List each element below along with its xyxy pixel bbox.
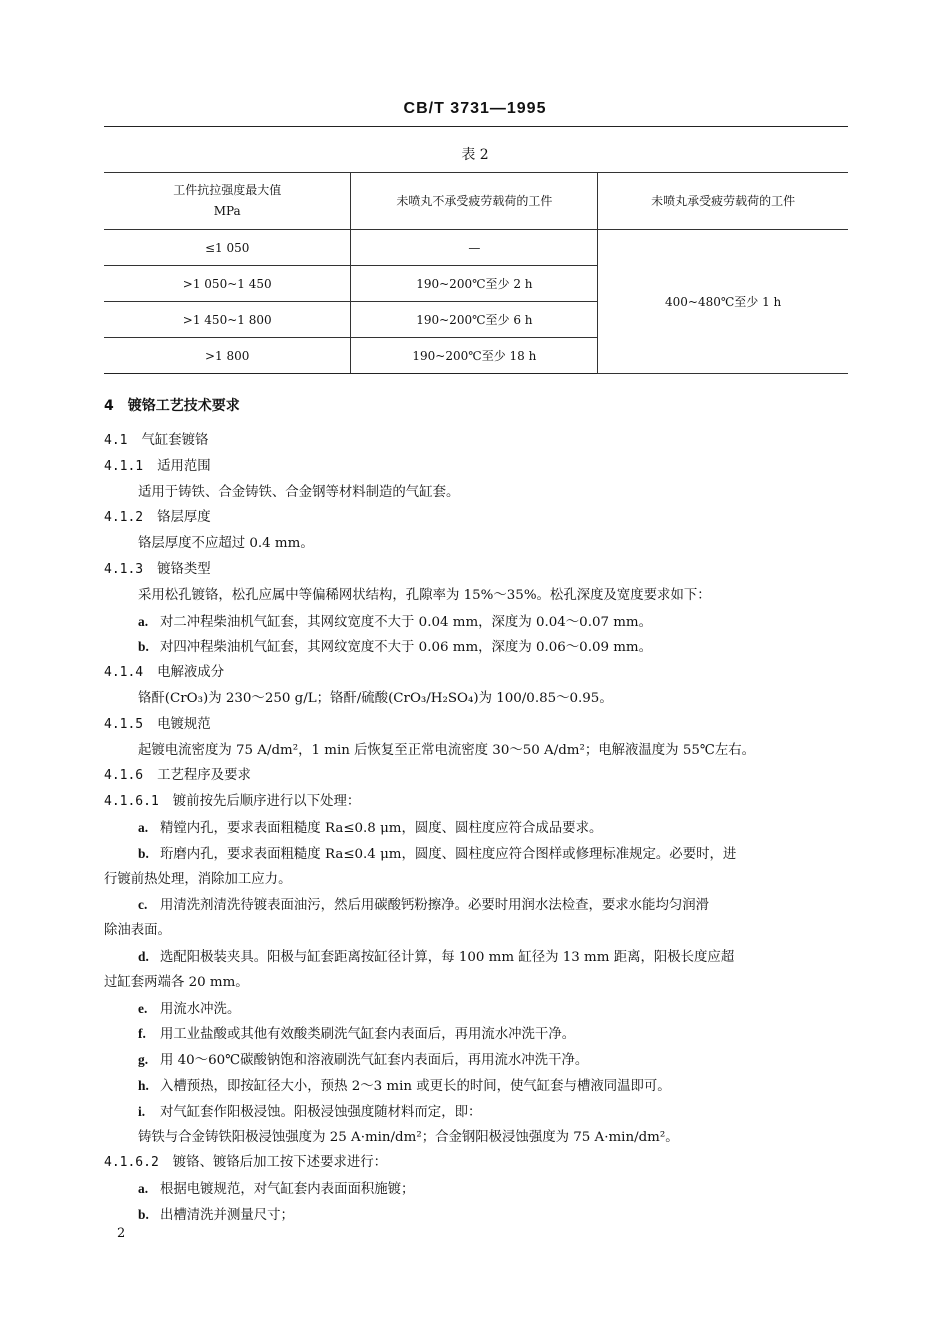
body-content (104, 384, 848, 1228)
clause-4-1-1-text: 适用于铸铁、合金铸铁、合金钢等材料制造的气缸套。 (138, 484, 460, 500)
clause-title: 电解液成分 (157, 665, 225, 681)
list-item (104, 634, 848, 660)
item-text: 用 40～60℃碳酸钠饱和溶液刷洗气缸套内表面后，再用流水冲洗干净。 (160, 1053, 589, 1069)
list-item (104, 1073, 848, 1099)
clause-number: 4.1.6.2 (104, 1155, 159, 1171)
item-letter: c. (138, 897, 148, 913)
clause-number: 4.1.4 (104, 665, 144, 681)
clause-4-1-3-heading (104, 557, 848, 583)
item-text: 珩磨内孔，要求表面粗糙度 Ra≤0.4 μm，圆度、圆柱度应符合图样或修理标准规定。必要时，进 (160, 846, 737, 862)
clause-title: 工艺程序及要求 (157, 768, 251, 784)
clause-4-1-2-text: 铬层厚度不应超过 0.4 mm。 (138, 536, 314, 552)
list-item (104, 609, 848, 635)
col-header-strength-unit: MPa (213, 204, 241, 218)
item-letter: b. (138, 845, 149, 861)
item-letter: b. (138, 639, 149, 655)
item-text: 对气缸套作阳极浸蚀。阳极浸蚀强度随材料而定，即： (160, 1104, 482, 1120)
list-item (104, 1176, 848, 1202)
item-letter: h. (138, 1077, 149, 1093)
clause-number: 4.1.5 (104, 716, 144, 732)
clause-title: 镀前按先后顺序进行以下处理： (172, 794, 361, 810)
col-header-no-fatigue: 未喷丸不承受疲劳载荷的工件 (351, 173, 598, 230)
cell-fatigue-merged: 400~480℃至少 1 h (598, 230, 848, 374)
list-item (104, 892, 848, 918)
clause-title: 气缸套镀铬 (141, 433, 209, 448)
list-item (104, 1202, 848, 1228)
list-item-continuation: 铸铁与合金铸铁阳极浸蚀强度为 25 A·min/dm²；合金钢阳极浸蚀强度为 75 A·min/dm²。 (138, 1129, 679, 1145)
list-item-continuation: 行镀前热处理，消除加工应力。 (104, 871, 292, 887)
table-header-row (104, 173, 848, 230)
item-letter: a. (138, 819, 149, 835)
cell-strength: >1 450~1 800 (104, 302, 351, 338)
item-letter: i. (138, 1103, 146, 1119)
clause-number: 4.1.2 (104, 510, 144, 526)
clause-4-1-4-heading (104, 660, 848, 686)
list-item-continuation: 除油表面。 (104, 923, 171, 939)
table-caption: 表 2 (461, 147, 489, 163)
cell-strength: >1 800 (104, 338, 351, 374)
clause-title: 镀铬、镀铬后加工按下述要求进行： (172, 1155, 388, 1171)
page-number: 2 (117, 1226, 126, 1241)
clause-number: 4.1 (104, 433, 128, 448)
clause-4-1-heading (104, 428, 848, 454)
item-letter: b. (138, 1206, 149, 1222)
item-letter: f. (138, 1026, 146, 1042)
list-item (104, 944, 848, 970)
cell-no-fatigue: 190~200℃至少 18 h (351, 338, 598, 374)
item-text: 用流水冲洗。 (160, 1001, 241, 1017)
clause-4-1-5-text: 起镀电流密度为 75 A/dm²，1 min 后恢复至正常电流密度 30～50 A/dm²；电解液温度为 55℃左右。 (138, 742, 756, 758)
clause-number: 4.1.3 (104, 561, 144, 577)
cell-no-fatigue: — (351, 230, 598, 266)
header-rule (104, 126, 848, 127)
col-header-fatigue: 未喷丸承受疲劳载荷的工件 (598, 173, 848, 230)
list-item (104, 1021, 848, 1047)
item-text: 选配阳极装夹具。阳极与缸套距离按缸径计算，每 100 mm 缸径为 13 mm 距离，阳极长度应超 (160, 949, 735, 965)
clause-4-1-1-heading (104, 454, 848, 480)
list-item (104, 1099, 848, 1125)
section-4-heading (104, 384, 848, 428)
item-letter: g. (138, 1052, 149, 1068)
section-title: 镀铬工艺技术要求 (127, 398, 240, 414)
clause-4-1-6-heading (104, 763, 848, 789)
item-letter: a. (138, 1181, 149, 1197)
cell-strength: >1 050~1 450 (104, 266, 351, 302)
clause-number: 4.1.1 (104, 458, 144, 474)
heat-treatment-table (104, 172, 848, 374)
list-item (104, 1047, 848, 1073)
clause-4-1-4-text: 铬酐(CrO₃)为 230～250 g/L；铬酐/硫酸(CrO₃/H₂SO₄)为 100/0.85～0.95。 (138, 690, 613, 706)
list-item-continuation: 过缸套两端各 20 mm。 (104, 974, 249, 990)
item-text: 出槽清洗并测量尺寸； (160, 1207, 294, 1223)
cell-strength: ≤1 050 (104, 230, 351, 266)
item-text: 用工业盐酸或其他有效酸类刷洗气缸套内表面后，再用流水冲洗干净。 (160, 1027, 576, 1043)
item-letter: e. (138, 1000, 148, 1016)
col-header-strength (104, 173, 351, 230)
item-letter: a. (138, 613, 149, 629)
clause-title: 镀铬类型 (157, 561, 211, 577)
clause-title: 适用范围 (157, 458, 211, 474)
list-item (104, 996, 848, 1022)
item-text: 精镗内孔，要求表面粗糙度 Ra≤0.8 μm，圆度、圆柱度应符合成品要求。 (160, 820, 603, 836)
clause-number: 4.1.6.1 (104, 794, 159, 810)
table-row (104, 230, 848, 266)
item-text: 用清洗剂清洗待镀表面油污，然后用碳酸钙粉擦净。必要时用润水法检查，要求水能均匀润滑 (160, 898, 710, 914)
page-header-standard-code: CB/T 3731—1995 (403, 100, 547, 117)
cell-no-fatigue: 190~200℃至少 6 h (351, 302, 598, 338)
clause-title: 电镀规范 (157, 716, 211, 732)
item-text: 对四冲程柴油机气缸套，其网纹宽度不大于 0.06 mm，深度为 0.06～0.09 mm。 (160, 640, 653, 656)
section-number: 4 (104, 398, 114, 414)
clause-4-1-2-heading (104, 505, 848, 531)
item-text: 入槽预热，即按缸径大小，预热 2～3 min 或更长的时间，使气缸套与槽液同温即可。 (160, 1078, 671, 1094)
clause-4-1-5-heading (104, 712, 848, 738)
item-text: 对二冲程柴油机气缸套，其网纹宽度不大于 0.04 mm，深度为 0.04～0.07 mm。 (160, 614, 653, 630)
item-letter: d. (138, 948, 149, 964)
clause-4-1-6-1-heading (104, 789, 848, 815)
cell-no-fatigue: 190~200℃至少 2 h (351, 266, 598, 302)
clause-4-1-3-text: 采用松孔镀铬，松孔应属中等偏稀网状结构，孔隙率为 15%～35%。松孔深度及宽度要求如下： (138, 587, 711, 603)
list-item (104, 841, 848, 867)
item-text: 根据电镀规范，对气缸套内表面面积施镀； (160, 1182, 415, 1198)
clause-4-1-6-2-heading (104, 1150, 848, 1176)
list-item (104, 815, 848, 841)
col-header-strength-line1: 工件抗拉强度最大值 (173, 183, 282, 197)
clause-number: 4.1.6 (104, 768, 144, 784)
clause-title: 铬层厚度 (157, 510, 211, 526)
